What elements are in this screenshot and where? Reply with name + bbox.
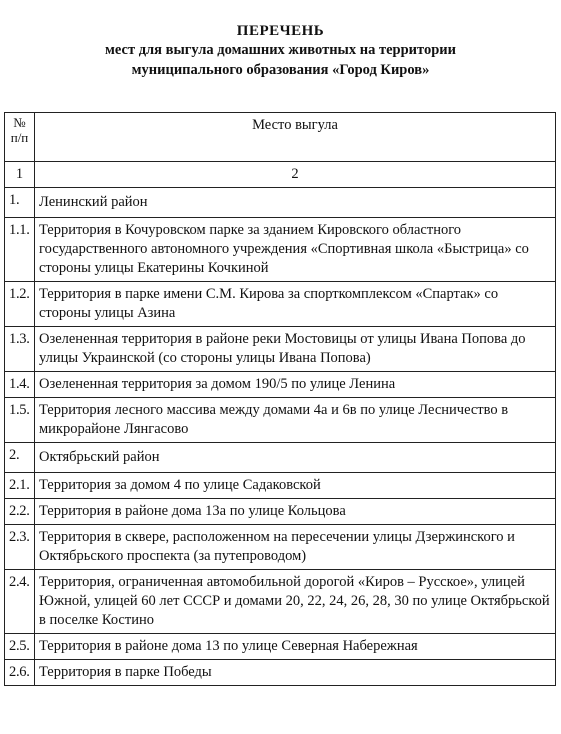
place-description: Озелененная территория за домом 190/5 по улице Ленина xyxy=(35,372,556,398)
table-row xyxy=(5,473,556,499)
column-number-2: 2 xyxy=(35,162,556,188)
place-description: Территория, ограниченная автомобильной дорогой «Киров – Русское», улицей Южной, улицей 60 лет СССР и домами 20, 22, 24, 26, 28, 30 по улице Октябрьской в поселке Костино xyxy=(35,570,556,634)
place-description: Территория в Кочуровском парке за зданием Кировского областного государственного автономного учреждения «Спортивная школа «Быстрица» со стороны улицы Екатерины Кочкиной xyxy=(35,218,556,282)
table-row xyxy=(5,282,556,327)
row-number: 2.2. xyxy=(5,499,35,525)
table-row xyxy=(5,634,556,660)
row-number: 1.1. xyxy=(5,218,35,282)
column-number-row xyxy=(5,162,556,188)
column-header-number-sign: № xyxy=(13,115,26,130)
column-header-number-abbr: п/п xyxy=(10,130,29,145)
place-description: Территория лесного массива между домами 4а и 6в по улице Лесничество в микрорайоне Лянгасово xyxy=(35,398,556,443)
table-row xyxy=(5,525,556,570)
table-row xyxy=(5,372,556,398)
column-header-number xyxy=(5,113,35,162)
document-subtitle-line-2: муниципального образования «Город Киров» xyxy=(131,62,430,78)
place-description: Территория в парке имени С.М. Кирова за спорткомплексом «Спартак» со стороны улицы Азина xyxy=(35,282,556,327)
document-header xyxy=(0,22,561,80)
document-subtitle-line-1: мест для выгула домашних животных на территории xyxy=(105,42,456,58)
place-description: Территория в районе дома 13 по улице Северная Набережная xyxy=(35,634,556,660)
table-row xyxy=(5,398,556,443)
table-row xyxy=(5,327,556,372)
row-number: 1. xyxy=(5,188,35,218)
document-title: ПЕРЕЧЕНЬ xyxy=(236,23,325,39)
row-number: 2.3. xyxy=(5,525,35,570)
row-number: 1.3. xyxy=(5,327,35,372)
table-header-row xyxy=(5,113,556,162)
row-number: 1.2. xyxy=(5,282,35,327)
row-number: 1.5. xyxy=(5,398,35,443)
table-row xyxy=(5,499,556,525)
column-number-1: 1 xyxy=(5,162,35,188)
row-number: 2. xyxy=(5,443,35,473)
table-row xyxy=(5,218,556,282)
row-number: 2.1. xyxy=(5,473,35,499)
place-description: Территория в парке Победы xyxy=(35,660,556,686)
section-row xyxy=(5,443,556,473)
table-body xyxy=(5,188,556,686)
row-number: 2.5. xyxy=(5,634,35,660)
district-name: Октябрьский район xyxy=(35,443,556,473)
place-description: Озелененная территория в районе реки Мостовицы от улицы Ивана Попова до улицы Украинской (со стороны улицы Ивана Попова) xyxy=(35,327,556,372)
row-number: 2.4. xyxy=(5,570,35,634)
row-number: 1.4. xyxy=(5,372,35,398)
column-header-place: Место выгула xyxy=(35,113,556,162)
place-description: Территория за домом 4 по улице Садаковской xyxy=(35,473,556,499)
district-name: Ленинский район xyxy=(35,188,556,218)
place-description: Территория в сквере, расположенном на пересечении улицы Дзержинского и Октябрьского проспекта (за путепроводом) xyxy=(35,525,556,570)
row-number: 2.6. xyxy=(5,660,35,686)
place-description: Территория в районе дома 13а по улице Кольцова xyxy=(35,499,556,525)
table-row xyxy=(5,570,556,634)
places-table xyxy=(4,112,556,686)
section-row xyxy=(5,188,556,218)
table-row xyxy=(5,660,556,686)
